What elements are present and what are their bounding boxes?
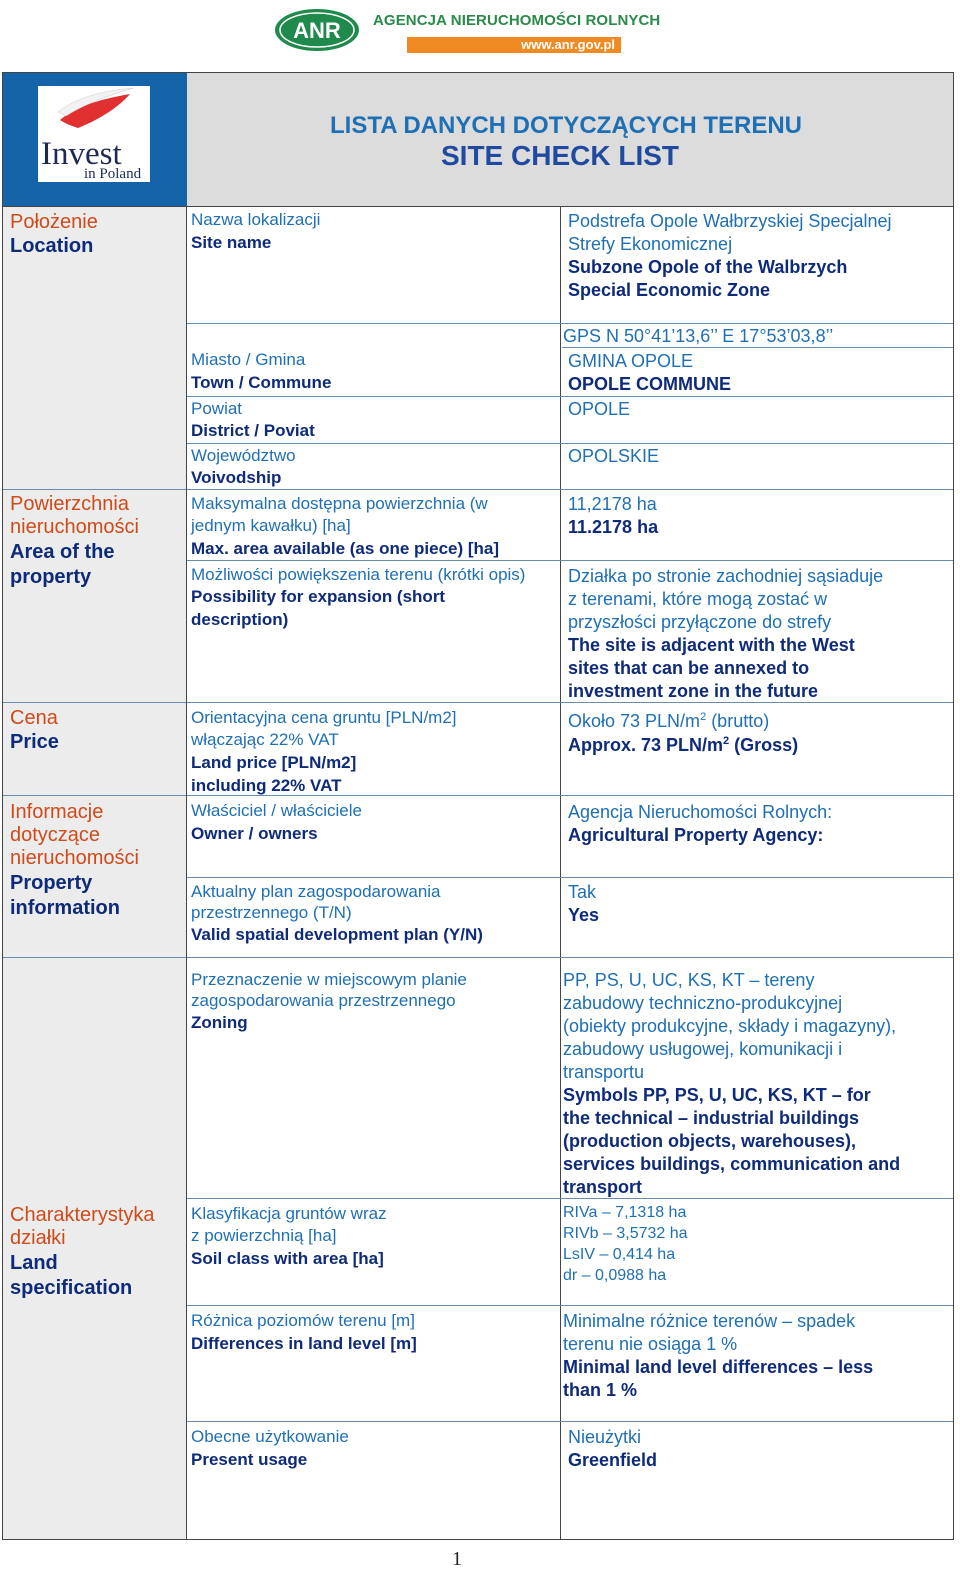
price-value-en-suffix: (Gross) bbox=[729, 735, 799, 755]
soil-value-1: RIVa – 7,1318 ha bbox=[563, 1204, 687, 1221]
zoning-value-pl4: zabudowy usługowej, komunikacji i bbox=[563, 1039, 843, 1059]
expansion-value-en3: investment zone in the future bbox=[568, 681, 819, 701]
voivodship-value: OPOLSKIE bbox=[568, 446, 660, 466]
price-value-pl-suffix: (brutto) bbox=[706, 711, 770, 731]
voivodship-label-pl: Województwo bbox=[191, 446, 296, 465]
usage-label-en: Present usage bbox=[191, 1450, 308, 1469]
usage-value-pl: Nieużytki bbox=[568, 1427, 642, 1447]
gps-value: GPS N 50°41’13,6’’ E 17°53’03,8’’ bbox=[563, 326, 834, 346]
expansion-label-pl: Możliwości powiększenia terenu (krótki opis) bbox=[191, 565, 526, 584]
soil-value-3: LsIV – 0,414 ha bbox=[563, 1246, 676, 1263]
zoning-value-en3: (production objects, warehouses), bbox=[563, 1131, 857, 1151]
row-divider bbox=[187, 957, 953, 958]
section-area-en1: Area of the bbox=[10, 541, 115, 563]
section-divider bbox=[3, 795, 186, 796]
soil-label-pl2: z powierzchnią [ha] bbox=[191, 1226, 337, 1245]
zoning-value-pl1: PP, PS, U, UC, KS, KT – tereny bbox=[563, 970, 815, 990]
zoning-value-en1: Symbols PP, PS, U, UC, KS, KT – for bbox=[563, 1085, 871, 1105]
row-divider bbox=[187, 1305, 953, 1306]
soil-value-2: RIVb – 3,5732 ha bbox=[563, 1225, 688, 1242]
max-area-value-pl: 11,2178 ha bbox=[568, 494, 657, 514]
section-property-en2: information bbox=[10, 897, 120, 919]
agency-url[interactable]: www.anr.gov.pl bbox=[407, 37, 621, 53]
district-label-en: District / Poviat bbox=[191, 421, 315, 440]
level-value-en2: than 1 % bbox=[563, 1380, 638, 1400]
anr-logo bbox=[274, 8, 360, 52]
expansion-label-en1: Possibility for expansion (short bbox=[191, 587, 446, 606]
row-divider bbox=[187, 1421, 953, 1422]
header-divider bbox=[3, 206, 953, 207]
level-label-pl: Różnica poziomów terenu [m] bbox=[191, 1311, 415, 1330]
section-land-en1: Land bbox=[10, 1252, 58, 1274]
expansion-label-en2: description) bbox=[191, 610, 289, 629]
anr-logo-text: ANR bbox=[293, 18, 341, 43]
row-divider bbox=[187, 396, 953, 397]
expansion-value-en1: The site is adjacent with the West bbox=[568, 635, 855, 655]
row-divider bbox=[187, 877, 953, 878]
level-value-en1: Minimal land level differences – less bbox=[563, 1357, 874, 1377]
price-value-en bbox=[568, 730, 798, 757]
usage-value-en: Greenfield bbox=[568, 1450, 658, 1470]
price-value-pl bbox=[568, 706, 769, 733]
price-value-en-main: Approx. 73 PLN/m bbox=[568, 735, 724, 755]
row-divider bbox=[187, 443, 953, 444]
price-value-pl-main: Około 73 PLN/m bbox=[568, 711, 701, 731]
zoning-value-pl3: (obiekty produkcyjne, składy i magazyny), bbox=[563, 1016, 897, 1036]
site-name-label-en: Site name bbox=[191, 233, 272, 252]
price-label-pl1: Orientacyjna cena gruntu [PLN/m2] bbox=[191, 708, 457, 727]
section-area-en2: property bbox=[10, 566, 92, 588]
page-title-en: SITE CHECK LIST bbox=[441, 140, 680, 171]
col-divider-1 bbox=[186, 207, 187, 1539]
level-value-pl2: terenu nie osiąga 1 % bbox=[563, 1334, 738, 1354]
section-divider bbox=[3, 489, 186, 490]
town-label-pl: Miasto / Gmina bbox=[191, 350, 306, 369]
zoning-label-en: Zoning bbox=[191, 1013, 248, 1032]
row-divider bbox=[187, 560, 953, 561]
section-property-pl3: nieruchomości bbox=[10, 847, 139, 869]
site-name-value-pl2: Strefy Ekonomicznej bbox=[568, 234, 733, 254]
level-value-pl1: Minimalne różnice terenów – spadek bbox=[563, 1311, 856, 1331]
soil-value-4: dr – 0,0988 ha bbox=[563, 1267, 667, 1284]
expansion-value-pl3: przyszłości przyłączone do strefy bbox=[568, 612, 832, 632]
price-value-pl-sup: 2 bbox=[700, 711, 707, 723]
row-divider bbox=[187, 489, 953, 490]
section-location-pl: Położenie bbox=[10, 211, 98, 233]
section-land-en2: specification bbox=[10, 1277, 133, 1299]
owner-label-pl: Właściciel / właściciele bbox=[191, 801, 362, 820]
price-label-en1: Land price [PLN/m2] bbox=[191, 753, 357, 772]
site-name-value-pl1: Podstrefa Opole Wałbrzyskiej Specjalnej bbox=[568, 211, 892, 231]
col-divider-2 bbox=[560, 207, 561, 1539]
max-area-value-en: 11.2178 ha bbox=[568, 517, 659, 537]
max-area-label-en: Max. area available (as one piece) [ha] bbox=[191, 539, 500, 558]
section-land-pl2: działki bbox=[10, 1227, 66, 1249]
section-price-pl: Cena bbox=[10, 707, 58, 729]
zoning-label-pl1: Przeznaczenie w miejscowym planie bbox=[191, 970, 467, 989]
voivodship-label-en: Voivodship bbox=[191, 468, 282, 487]
row-divider bbox=[187, 323, 953, 324]
site-name-label-pl: Nazwa lokalizacji bbox=[191, 210, 321, 229]
owner-label-en: Owner / owners bbox=[191, 824, 318, 843]
expansion-value-pl1: Działka po stronie zachodniej sąsiaduje bbox=[568, 566, 884, 586]
expansion-value-en2: sites that can be annexed to bbox=[568, 658, 810, 678]
plan-label-en: Valid spatial development plan (Y/N) bbox=[191, 925, 483, 944]
max-area-label-pl2: jednym kawałku) [ha] bbox=[191, 516, 351, 535]
section-land-pl1: Charakterystyka bbox=[10, 1204, 155, 1226]
town-value-en: OPOLE COMMUNE bbox=[568, 374, 732, 394]
town-value-pl: GMINA OPOLE bbox=[568, 351, 694, 371]
section-divider bbox=[3, 702, 186, 703]
zoning-value-en2: the technical – industrial buildings bbox=[563, 1108, 860, 1128]
district-label-pl: Powiat bbox=[191, 399, 243, 418]
district-value: OPOLE bbox=[568, 399, 631, 419]
owner-value-en: Agricultural Property Agency: bbox=[568, 825, 824, 845]
section-property-pl2: dotyczące bbox=[10, 824, 101, 846]
site-name-value-en2: Special Economic Zone bbox=[568, 280, 771, 300]
zoning-value-en5: transport bbox=[563, 1177, 643, 1197]
section-property-en1: Property bbox=[10, 872, 93, 894]
usage-label-pl: Obecne użytkowanie bbox=[191, 1427, 349, 1446]
section-divider bbox=[3, 957, 186, 958]
plan-value-en: Yes bbox=[568, 905, 600, 925]
plan-value-pl: Tak bbox=[568, 882, 597, 902]
max-area-label-pl1: Maksymalna dostępna powierzchnia (w bbox=[191, 494, 488, 513]
page-title-pl: LISTA DANYCH DOTYCZĄCYCH TERENU bbox=[330, 112, 802, 139]
zoning-value-en4: services buildings, communication and bbox=[563, 1154, 901, 1174]
price-label-en2: including 22% VAT bbox=[191, 776, 342, 795]
section-price-en: Price bbox=[10, 731, 59, 753]
site-name-value-en1: Subzone Opole of the Walbrzych bbox=[568, 257, 848, 277]
expansion-value-pl2: z terenami, które mogą zostać w bbox=[568, 589, 828, 609]
zoning-value-pl5: transportu bbox=[563, 1062, 645, 1082]
level-label-en: Differences in land level [m] bbox=[191, 1334, 417, 1353]
price-label-pl2: włączając 22% VAT bbox=[191, 730, 339, 749]
plan-label-pl1: Aktualny plan zagospodarowania bbox=[191, 882, 441, 901]
section-area-pl2: nieruchomości bbox=[10, 516, 139, 538]
section-property-pl1: Informacje bbox=[10, 801, 104, 823]
agency-name: AGENCJA NIERUCHOMOŚCI ROLNYCH bbox=[373, 12, 661, 29]
section-area-pl1: Powierzchnia bbox=[10, 493, 129, 515]
section-location-en: Location bbox=[10, 235, 94, 257]
invest-word: Invest bbox=[41, 136, 122, 172]
soil-label-pl1: Klasyfikacja gruntów wraz bbox=[191, 1204, 387, 1223]
plan-label-pl2: przestrzennego (T/N) bbox=[191, 903, 352, 922]
zoning-value-pl2: zabudowy techniczno-produkcyjnej bbox=[563, 993, 843, 1013]
town-label-en: Town / Commune bbox=[191, 373, 332, 392]
page-number: 1 bbox=[452, 1548, 462, 1570]
owner-value-pl: Agencja Nieruchomości Rolnych: bbox=[568, 802, 833, 822]
price-value-en-sup: 2 bbox=[723, 735, 730, 747]
zoning-label-pl2: zagospodarowania przestrzennego bbox=[191, 991, 456, 1010]
soil-label-en: Soil class with area [ha] bbox=[191, 1249, 384, 1268]
invest-subword: in Poland bbox=[84, 166, 142, 182]
